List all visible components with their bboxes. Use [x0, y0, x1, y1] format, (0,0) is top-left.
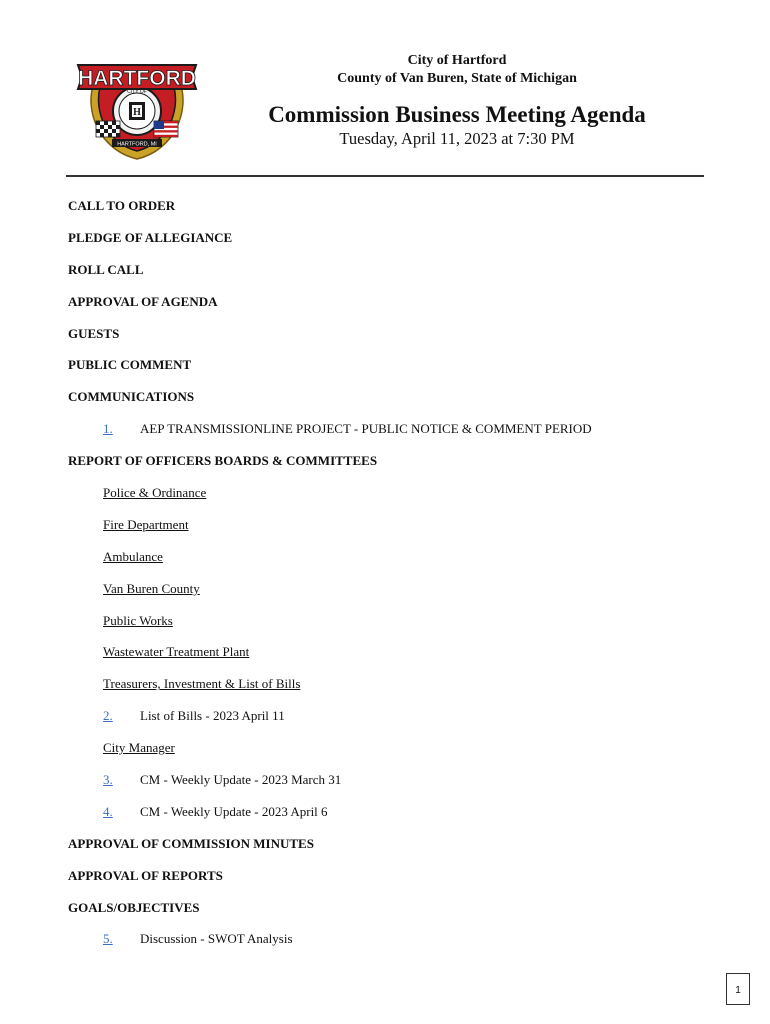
agenda-item — [68, 803, 708, 835]
item-number-link[interactable]: 4. — [103, 803, 113, 819]
section-label: GOALS/OBJECTIVES — [68, 899, 200, 915]
agenda-section-heading — [68, 325, 708, 357]
item-label: Discussion - SWOT Analysis — [140, 931, 293, 947]
agenda-report-link[interactable] — [68, 484, 708, 516]
city-name: City of Hartford — [407, 53, 507, 68]
section-label: PLEDGE OF ALLEGIANCE — [68, 229, 233, 245]
agenda-section-heading — [68, 835, 708, 867]
item-label: CM - Weekly Update - 2023 April 6 — [140, 803, 328, 819]
agenda-section-heading — [68, 867, 708, 899]
section-label: REPORT OF OFFICERS BOARDS & COMMITTEES — [68, 453, 378, 469]
county-state: County of Van Buren, State of Michigan — [337, 71, 577, 86]
report-label[interactable]: Wastewater Treatment Plant — [103, 644, 250, 660]
item-number-link[interactable]: 2. — [103, 708, 113, 724]
agenda-report-link[interactable] — [68, 643, 708, 675]
agenda-item — [68, 707, 708, 739]
svg-text:H: H — [133, 107, 141, 118]
agenda-report-link[interactable] — [68, 548, 708, 580]
report-label[interactable]: Public Works — [103, 612, 173, 628]
agenda-section-heading — [68, 899, 708, 931]
section-label: APPROVAL OF COMMISSION MINUTES — [68, 835, 314, 851]
agenda-report-link[interactable] — [68, 516, 708, 548]
agenda-section-heading — [68, 261, 708, 293]
agenda-section-heading — [68, 293, 708, 325]
report-label[interactable]: Ambulance — [103, 548, 163, 564]
item-number-link[interactable]: 5. — [103, 931, 113, 947]
agenda-report-link[interactable] — [68, 612, 708, 644]
section-label: ROLL CALL — [68, 261, 144, 277]
agenda-section-heading — [68, 356, 708, 388]
svg-text:HARTFORD: HARTFORD — [78, 67, 196, 90]
agenda-list — [68, 197, 708, 962]
item-label: CM - Weekly Update - 2023 March 31 — [140, 772, 342, 788]
section-label: APPROVAL OF REPORTS — [68, 867, 223, 883]
agenda-report-link[interactable] — [68, 580, 708, 612]
agenda-item — [68, 930, 708, 962]
report-label[interactable]: Treasurers, Investment & List of Bills — [103, 676, 301, 692]
agenda-report-link[interactable] — [68, 739, 708, 771]
report-label[interactable]: Police & Ordinance — [103, 485, 207, 501]
page-title: Commission Business Meeting Agenda — [268, 102, 646, 127]
item-label: List of Bills - 2023 April 11 — [140, 708, 285, 724]
page-number: 1 — [726, 973, 750, 1005]
hartford-seal-graphic — [74, 55, 200, 163]
meeting-date: Tuesday, April 11, 2023 at 7:30 PM — [339, 129, 575, 148]
agenda-item — [68, 771, 708, 803]
section-label: APPROVAL OF AGENDA — [68, 293, 218, 309]
agenda-report-link[interactable] — [68, 675, 708, 707]
item-number-link[interactable]: 3. — [103, 772, 113, 788]
header-divider — [66, 175, 704, 177]
section-label: CALL TO ORDER — [68, 198, 176, 213]
agenda-section-heading — [68, 229, 708, 261]
section-label: PUBLIC COMMENT — [68, 357, 192, 373]
section-label: COMMUNICATIONS — [68, 389, 195, 405]
agenda-section-heading — [68, 388, 708, 420]
section-label: GUESTS — [68, 325, 120, 341]
svg-text:HARTFORD, MI: HARTFORD, MI — [117, 141, 157, 148]
city-logo — [74, 55, 200, 163]
agenda-item — [68, 420, 708, 452]
report-label[interactable]: City Manager — [103, 740, 175, 756]
document-header — [210, 52, 704, 149]
report-label[interactable]: Fire Department — [103, 516, 189, 532]
item-number-link[interactable]: 1. — [103, 421, 113, 437]
agenda-section-heading — [68, 452, 708, 484]
agenda-section-heading — [68, 197, 708, 229]
svg-text:CITY OF: CITY OF — [127, 89, 147, 95]
report-label[interactable]: Van Buren County — [103, 580, 200, 596]
item-label: AEP TRANSMISSIONLINE PROJECT - PUBLIC NOTICE & COMMENT PERIOD — [140, 421, 592, 437]
